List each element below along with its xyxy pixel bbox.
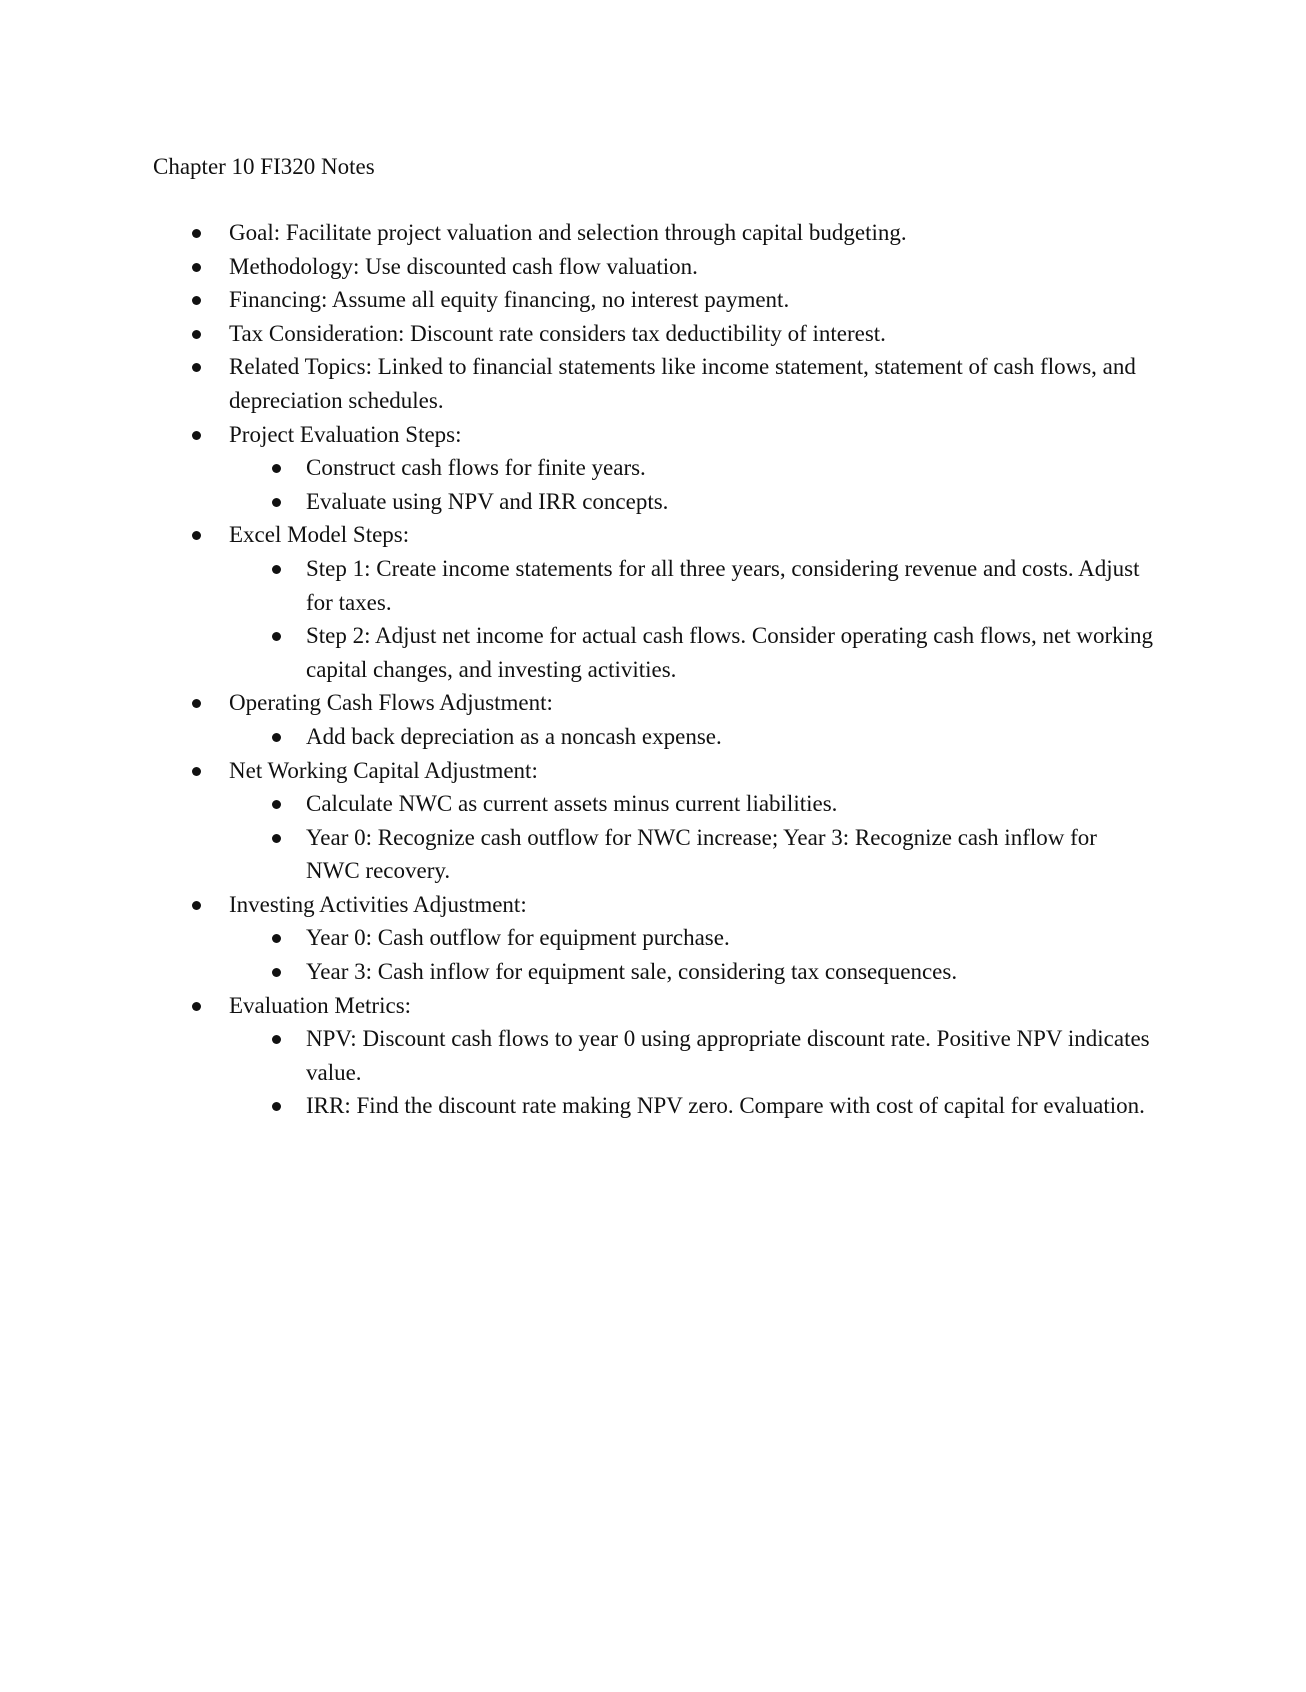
bullet-icon bbox=[272, 834, 281, 843]
sub-list-item bbox=[306, 1022, 1153, 1089]
bullet-icon bbox=[192, 229, 201, 238]
bullet-icon bbox=[192, 363, 201, 372]
sub-list-item-text: Year 3: Cash inflow for equipment sale, considering tax consequences. bbox=[306, 959, 958, 985]
bullet-icon bbox=[192, 901, 201, 910]
bullet-icon bbox=[192, 767, 201, 776]
sub-list bbox=[229, 1022, 1153, 1123]
list-item bbox=[229, 888, 1153, 989]
sub-list-item bbox=[306, 821, 1153, 888]
list-item-text: Related Topics: Linked to financial statements like income statement, statement of cash flows, and depreciation schedules. bbox=[229, 354, 1136, 413]
notes-list bbox=[153, 216, 1153, 1123]
sub-list-item bbox=[306, 485, 1153, 519]
sub-list bbox=[229, 787, 1153, 888]
list-item-text: Financing: Assume all equity financing, no interest payment. bbox=[229, 287, 790, 313]
sub-list bbox=[229, 720, 1153, 754]
list-item-text: Tax Consideration: Discount rate considers tax deductibility of interest. bbox=[229, 320, 886, 346]
list-item-text: Net Working Capital Adjustment: bbox=[229, 757, 538, 783]
list-item bbox=[229, 518, 1153, 686]
sub-list-item-text: NPV: Discount cash flows to year 0 using appropriate discount rate. Positive NPV indicates value. bbox=[306, 1026, 1150, 1085]
list-item-text: Goal: Facilitate project valuation and selection through capital budgeting. bbox=[229, 220, 907, 245]
list-item-text: Investing Activities Adjustment: bbox=[229, 891, 527, 917]
sub-list-item bbox=[306, 921, 1153, 955]
list-item bbox=[229, 250, 1153, 284]
bullet-icon bbox=[192, 531, 201, 540]
sub-list-item bbox=[306, 619, 1153, 686]
sub-list-item bbox=[306, 720, 1153, 754]
sub-list-item-text: IRR: Find the discount rate making NPV zero. Compare with cost of capital for evaluation. bbox=[306, 1093, 1145, 1119]
sub-list bbox=[229, 451, 1153, 518]
list-item bbox=[229, 283, 1153, 317]
document-page bbox=[153, 150, 1153, 1123]
bullet-icon bbox=[192, 431, 201, 440]
sub-list-item bbox=[306, 955, 1153, 989]
sub-list-item-text: Year 0: Recognize cash outflow for NWC increase; Year 3: Recognize cash inflow for NWC recovery. bbox=[306, 824, 1097, 884]
sub-list-item-text: Step 1: Create income statements for all three years, considering revenue and costs. Adjust for taxes. bbox=[306, 555, 1140, 615]
bullet-icon bbox=[192, 699, 201, 708]
bullet-icon bbox=[272, 800, 281, 809]
sub-list-item bbox=[306, 451, 1153, 485]
list-item-text: Operating Cash Flows Adjustment: bbox=[229, 690, 553, 716]
list-item-text: Evaluation Metrics: bbox=[229, 992, 412, 1018]
bullet-icon bbox=[272, 464, 281, 473]
sub-list-item-text: Construct cash flows for finite years. bbox=[306, 455, 646, 481]
sub-list-item bbox=[306, 1089, 1153, 1123]
list-item bbox=[229, 350, 1153, 417]
bullet-icon bbox=[192, 330, 201, 339]
bullet-icon bbox=[272, 733, 281, 742]
sub-list-item-text: Step 2: Adjust net income for actual cash flows. Consider operating cash flows, net working capital changes, and investing activities. bbox=[306, 623, 1153, 682]
sub-list-item-text: Evaluate using NPV and IRR concepts. bbox=[306, 488, 669, 514]
list-item bbox=[229, 686, 1153, 753]
bullet-icon bbox=[272, 934, 281, 943]
bullet-icon bbox=[272, 565, 281, 574]
bullet-icon bbox=[272, 1102, 281, 1111]
bullet-icon bbox=[192, 296, 201, 305]
list-item bbox=[229, 418, 1153, 519]
sub-list-item bbox=[306, 552, 1153, 619]
bullet-icon bbox=[272, 498, 281, 507]
bullet-icon bbox=[272, 1035, 281, 1044]
bullet-icon bbox=[192, 263, 201, 272]
list-item-text: Methodology: Use discounted cash flow valuation. bbox=[229, 253, 698, 279]
list-item bbox=[229, 754, 1153, 888]
bullet-icon bbox=[272, 632, 281, 641]
sub-list-item-text: Year 0: Cash outflow for equipment purchase. bbox=[306, 925, 730, 951]
sub-list-item-text: Calculate NWC as current assets minus current liabilities. bbox=[306, 791, 838, 817]
bullet-icon bbox=[272, 968, 281, 977]
list-item bbox=[229, 317, 1153, 351]
sub-list bbox=[229, 552, 1153, 686]
list-item bbox=[229, 216, 1153, 250]
list-item bbox=[229, 989, 1153, 1123]
list-item-text: Project Evaluation Steps: bbox=[229, 421, 462, 447]
sub-list-item-text: Add back depreciation as a noncash expense. bbox=[306, 723, 722, 749]
bullet-icon bbox=[192, 1002, 201, 1011]
sub-list-item bbox=[306, 787, 1153, 821]
sub-list bbox=[229, 921, 1153, 988]
document-title: Chapter 10 FI320 Notes bbox=[153, 154, 375, 179]
list-item-text: Excel Model Steps: bbox=[229, 522, 410, 548]
